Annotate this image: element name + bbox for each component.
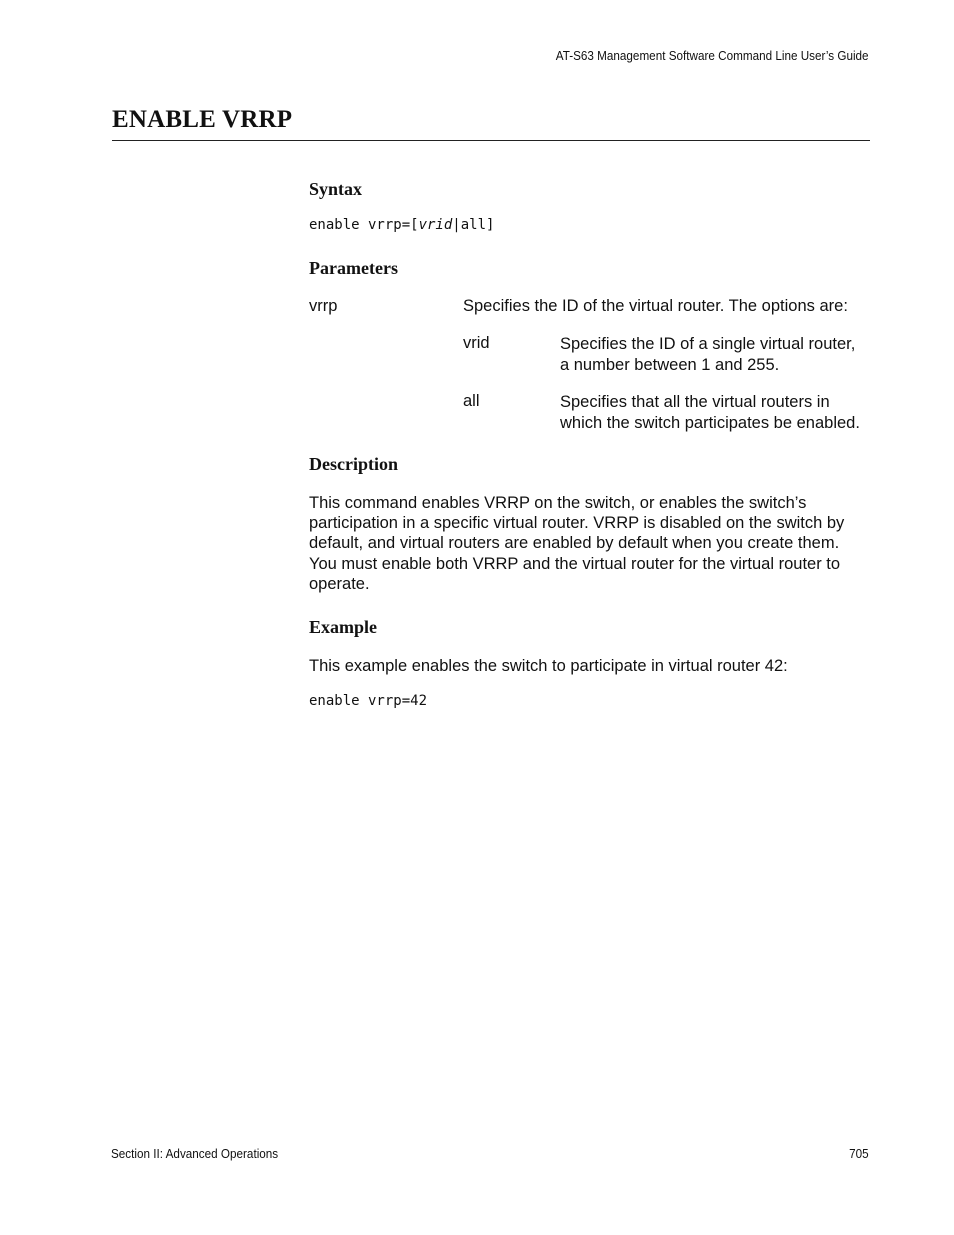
option-desc-all-line: which the switch participates be enabled. bbox=[560, 413, 860, 432]
description-line: This command enables VRRP on the switch, or enables the switch’s bbox=[309, 494, 807, 512]
option-desc-all bbox=[560, 392, 860, 433]
description-line: default, and virtual routers are enabled by default when you create them. bbox=[309, 534, 840, 553]
description-paragraph bbox=[309, 493, 844, 594]
param-name-vrrp: vrrp bbox=[309, 297, 338, 315]
option-desc-vrid-line: a number between 1 and 255. bbox=[560, 355, 780, 374]
parameters-heading: Parameters bbox=[309, 258, 398, 278]
page-title: ENABLE VRRP bbox=[112, 106, 293, 133]
option-desc-vrid-line: Specifies the ID of a single virtual router, bbox=[560, 335, 856, 353]
option-desc-vrid bbox=[560, 334, 855, 375]
option-desc-all-line: Specifies that all the virtual routers in bbox=[560, 393, 830, 411]
footer-page-number: 705 bbox=[849, 1146, 869, 1161]
example-text: This example enables the switch to participate in virtual router 42: bbox=[309, 657, 788, 675]
example-heading: Example bbox=[309, 617, 378, 637]
running-header: AT-S63 Management Software Command Line User’s Guide bbox=[556, 48, 869, 63]
description-line: You must enable both VRRP and the virtual router for the virtual router to bbox=[309, 554, 841, 573]
title-rule bbox=[112, 140, 870, 141]
option-name-vrid: vrid bbox=[463, 334, 490, 352]
description-heading: Description bbox=[309, 454, 398, 474]
syntax-command-suffix: |all] bbox=[452, 217, 495, 233]
description-line: participation in a specific virtual router. VRRP is disabled on the switch by bbox=[309, 514, 845, 533]
example-command: enable vrrp=42 bbox=[309, 693, 428, 709]
param-desc-vrrp: Specifies the ID of the virtual router. The options are: bbox=[463, 297, 848, 315]
syntax-command bbox=[309, 217, 494, 233]
syntax-command-prefix: enable vrrp=[ bbox=[309, 217, 419, 233]
footer-section: Section II: Advanced Operations bbox=[111, 1146, 279, 1161]
description-line: operate. bbox=[309, 574, 370, 593]
syntax-command-var: vrid bbox=[418, 217, 453, 233]
option-name-all: all bbox=[463, 392, 480, 410]
syntax-heading: Syntax bbox=[309, 179, 363, 199]
